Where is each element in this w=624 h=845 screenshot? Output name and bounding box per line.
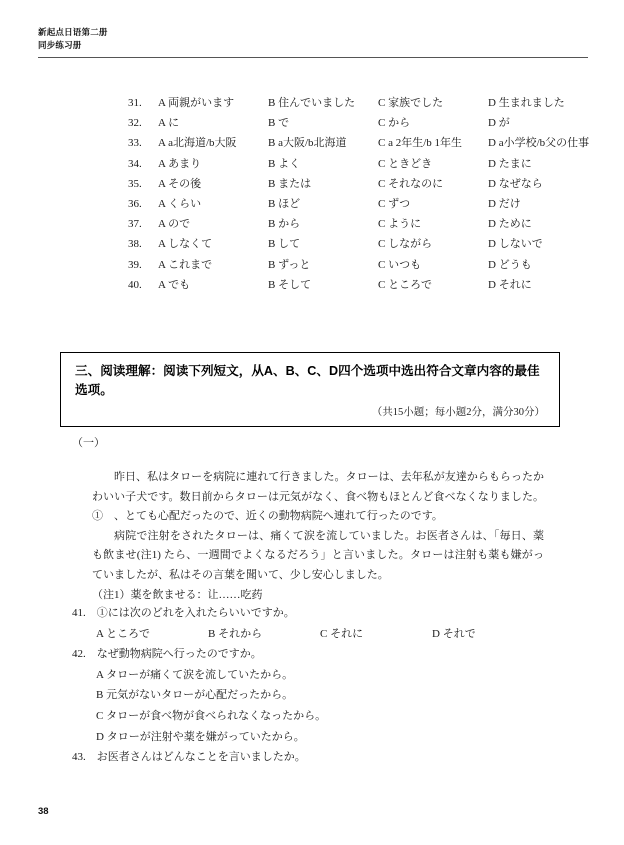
section-score: （共15小题；每小题2分，满分30分） <box>371 407 545 418</box>
choice-option[interactable]: C ときどき <box>378 157 433 170</box>
passage-label: （一） <box>72 437 105 449</box>
choice-option[interactable]: D それに <box>488 278 532 291</box>
passage-paragraph: 昨日、私はタローを病院に連れて行きました。タローは、去年私が友達からもらったかわいい子犬です。数日前からタローは元気がなく、食べ物もほとんど食べなくなりました。① 、とても心配だったので、近くの動物病院へ連れて行ったのです。 <box>92 471 544 523</box>
choice-option[interactable]: D ために <box>488 218 532 231</box>
choice-number: 39. <box>128 258 142 271</box>
choice-option[interactable]: B から <box>268 218 301 231</box>
choice-option[interactable]: B して <box>268 238 301 251</box>
question-option[interactable]: C タローが食べ物が食べられなくなったから。 <box>96 709 327 722</box>
choice-option[interactable]: C ずつ <box>378 198 411 211</box>
choice-option[interactable]: B a大阪/b北海道 <box>268 137 347 150</box>
choice-option[interactable]: A 両親がいます <box>158 97 235 109</box>
choice-row <box>128 255 588 275</box>
passage-note: （注1）薬を飲ませる：让……吃药 <box>92 588 263 601</box>
choice-number: 40. <box>128 278 142 291</box>
question-stem: 43. お医者さんはどんなことを言いましたか。 <box>72 751 306 764</box>
choice-option[interactable]: A に <box>158 117 180 130</box>
choice-row <box>128 234 588 254</box>
question-option[interactable]: C それに <box>320 627 364 640</box>
choice-option[interactable]: B ほど <box>268 198 301 211</box>
choice-option[interactable]: D どうも <box>488 258 532 271</box>
choice-option[interactable]: B よく <box>268 157 301 170</box>
choice-option[interactable]: C ように <box>378 218 422 231</box>
choice-option[interactable]: A その後 <box>158 177 202 190</box>
choice-number: 33. <box>128 137 142 150</box>
reading-question <box>72 747 552 768</box>
question-option[interactable]: B 元気がないタローが心配だったから。 <box>96 689 294 702</box>
choice-option[interactable]: A ので <box>158 218 191 231</box>
choice-questions-block <box>128 93 588 295</box>
choice-row <box>128 174 588 194</box>
choice-number: 37. <box>128 218 142 231</box>
choice-option[interactable]: B で <box>268 117 290 130</box>
question-option[interactable]: D それで <box>432 627 476 640</box>
choice-option[interactable]: C いつも <box>378 258 422 271</box>
question-option[interactable]: D タローが注射や薬を嫌がっていたから。 <box>96 730 305 743</box>
choice-option[interactable]: B そして <box>268 278 312 291</box>
choice-number: 32. <box>128 117 142 130</box>
question-options <box>72 665 552 747</box>
choice-option[interactable]: A これまで <box>158 258 213 271</box>
choice-option[interactable]: C a 2年生/b 1年生 <box>378 137 463 150</box>
choice-option[interactable]: C しながら <box>378 238 433 251</box>
choice-number: 35. <box>128 177 142 190</box>
reading-questions-block <box>72 603 552 768</box>
section-title: 三、阅读理解：阅读下列短文，从A、B、C、D四个选项中选出符合文章内容的最佳选项。 <box>75 364 540 397</box>
choice-row <box>128 133 588 153</box>
choice-row <box>128 214 588 234</box>
reading-passage <box>92 468 544 605</box>
choice-number: 31. <box>128 97 142 109</box>
page-header <box>38 26 108 52</box>
choice-option[interactable]: B または <box>268 177 312 190</box>
reading-question <box>72 644 552 747</box>
choice-option[interactable]: A a北海道/b大阪 <box>158 137 237 150</box>
choice-option[interactable]: D 生まれました <box>488 97 565 109</box>
choice-option[interactable]: C から <box>378 117 411 130</box>
choice-row <box>128 154 588 174</box>
question-option[interactable]: A タローが痛くて涙を流していたから。 <box>96 668 294 681</box>
page-number: 38 <box>38 806 49 817</box>
question-option[interactable]: B それから <box>208 627 263 640</box>
choice-row <box>128 113 588 133</box>
choice-option[interactable]: B 住んでいました <box>268 97 356 109</box>
choice-option[interactable]: D だけ <box>488 198 521 211</box>
choice-option[interactable]: D たまに <box>488 157 532 170</box>
choice-option[interactable]: D が <box>488 117 510 130</box>
choice-row <box>128 194 588 214</box>
choice-option[interactable]: A でも <box>158 278 191 291</box>
header-line-1: 新起点日语第二册 <box>38 27 108 37</box>
choice-row <box>128 275 588 295</box>
section-heading-box <box>60 352 560 427</box>
choice-option[interactable]: A くらい <box>158 198 202 211</box>
reading-question <box>72 603 552 644</box>
header-line-2: 同步练习册 <box>38 40 82 50</box>
choice-option[interactable]: D a小学校/b父の仕事 <box>488 137 590 150</box>
choice-option[interactable]: B ずっと <box>268 258 311 271</box>
choice-row <box>128 93 588 113</box>
passage-paragraph: 病院で注射をされたタローは、痛くて涙を流していました。お医者さんは、「毎日、薬も飲ませ(注1) たら、一週間でよくなるだろう」と言いました。タローは注射も薬も嫌がっていましたが、私はその言葉を聞いて、少し安心しました。 <box>92 529 544 581</box>
choice-option[interactable]: D しないで <box>488 238 543 251</box>
choice-option[interactable]: C それなのに <box>378 177 444 190</box>
question-stem: 42. なぜ動物病院へ行ったのですか。 <box>72 648 262 661</box>
choice-option[interactable]: C 家族でした <box>378 97 444 109</box>
choice-option[interactable]: A しなくて <box>158 238 213 251</box>
choice-number: 36. <box>128 198 142 211</box>
choice-option[interactable]: C ところで <box>378 278 432 291</box>
header-divider <box>38 57 588 58</box>
choice-number: 34. <box>128 157 142 170</box>
choice-option[interactable]: A あまり <box>158 157 202 170</box>
question-options <box>72 624 552 645</box>
choice-option[interactable]: D なぜなら <box>488 177 543 190</box>
choice-number: 38. <box>128 238 142 251</box>
question-option[interactable]: A ところで <box>96 627 150 640</box>
question-stem: 41. ①には次のどれを入れたらいいですか。 <box>72 607 295 619</box>
